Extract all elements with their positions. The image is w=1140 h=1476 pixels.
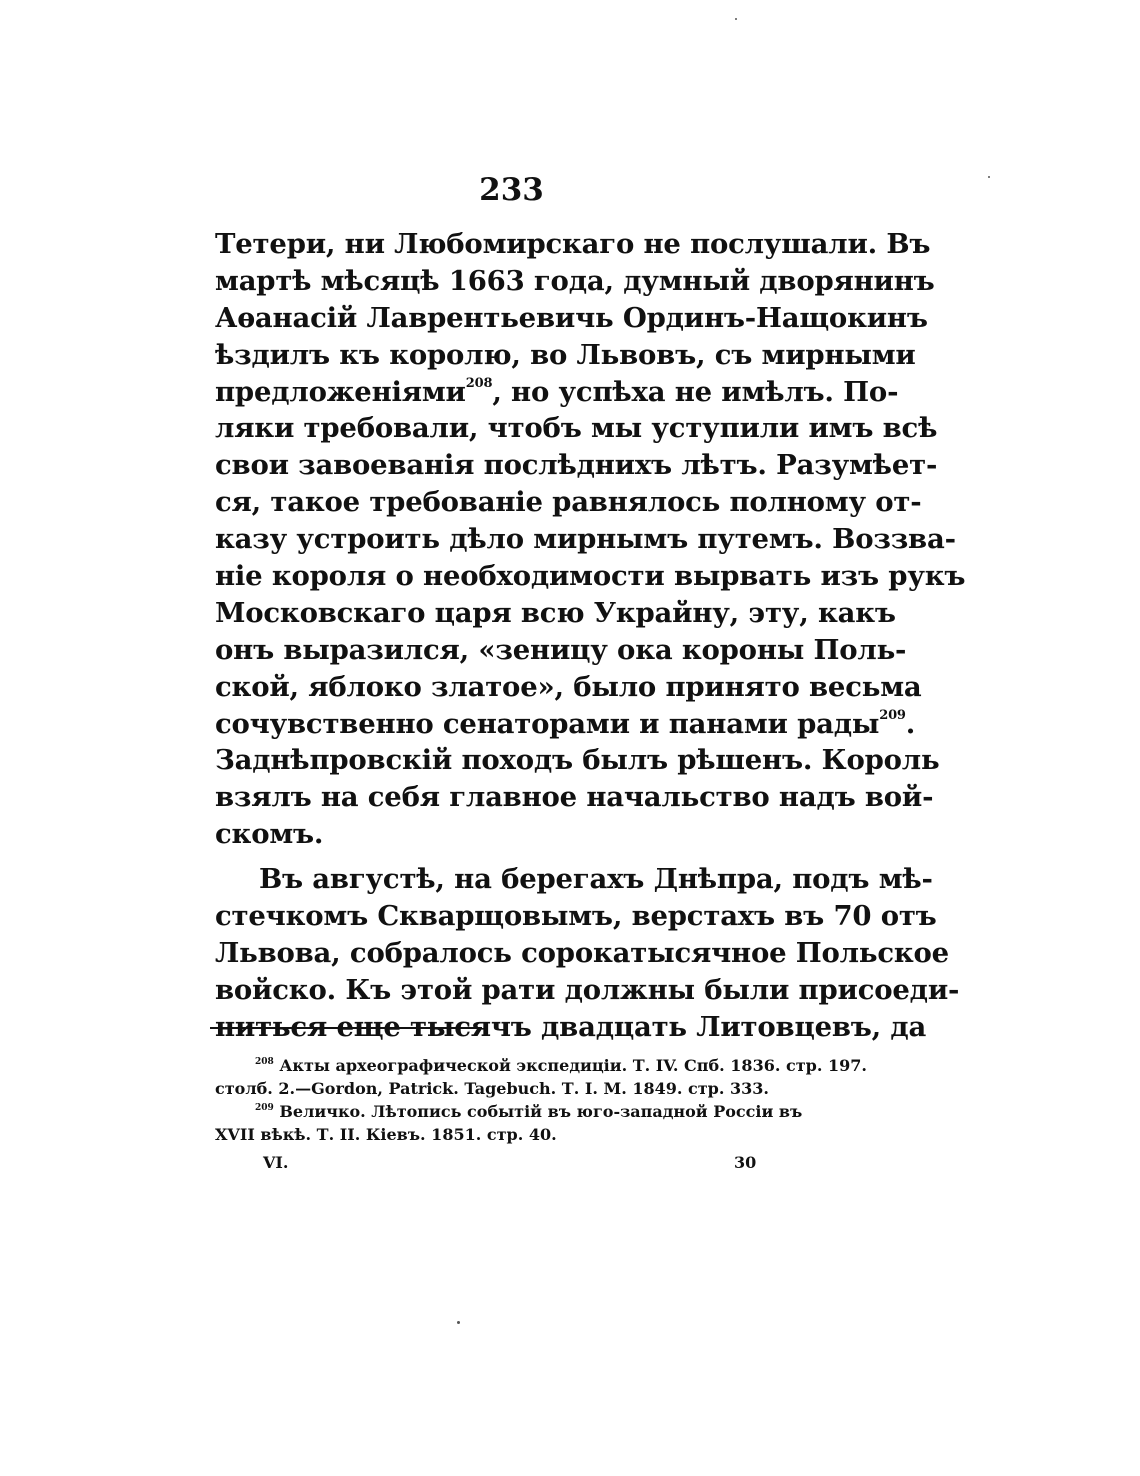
text-line: Тетери, ни Любомирскаго не послушали. Въ [215,228,931,260]
footnote-text: Акты археографической экспедиціи. Т. IV. Спб. 1836. стр. 197. [279,1056,867,1075]
text-fragment: . [905,707,916,740]
footnote-ref-209[interactable]: 209 [879,707,906,723]
text-fragment: предложеніями [215,375,466,408]
footnote-marker: 208 [255,1057,274,1067]
text-line: ся, такое требованіе равнялось полному от- [215,486,922,519]
text-line [215,374,899,411]
text-line: мартѣ мѣсяцѣ 1663 года, думный дворянинъ [215,264,935,297]
footnote-209-continued: XVII вѣкѣ. Т. II. Кіевъ. 1851. стр. 40. [215,1125,557,1144]
footnote-209 [215,1100,803,1123]
text-line: взялъ на себя главное начальство надъ вой- [215,781,934,814]
page-number: 233 [479,172,544,208]
main-text [215,226,966,1046]
sheet-number: 30 [734,1153,757,1172]
text-line: ниться еще тысячъ двадцать Литовцевъ, да [215,1010,927,1043]
text-line: свои завоеванія послѣднихъ лѣтъ. Разумѣет- [215,449,938,482]
text-line: ѣздилъ къ королю, во Львовъ, съ мирными [215,338,916,371]
text-fragment: , но успѣха не имѣлъ. По- [492,375,899,408]
scan-speck [735,18,737,20]
text-line: скомъ. [215,818,324,851]
text-fragment: сочувственно сенаторами и панами рады [215,707,880,740]
text-line: ляки требовали, чтобъ мы уступили имъ всѣ [215,412,938,445]
text-line: стечкомъ Скварщовымъ, верстахъ въ 70 отъ [215,900,937,933]
text-line: ской, яблоко златое», было принято весьма [215,670,922,703]
scan-speck [988,176,990,178]
footnote-rule [210,1027,482,1029]
footnote-ref-208[interactable]: 208 [465,375,493,391]
scan-speck [457,1321,460,1324]
text-line: казу устроить дѣло мирнымъ путемъ. Воззва- [215,523,956,556]
footnote-text: Величко. Лѣтопись событій въ юго-западной Россіи въ [279,1102,803,1121]
footnotes [215,1054,867,1146]
footnote-208-continued: столб. 2.—Gordon, Patrick. Tagebuch. Т. I. М. 1849. стр. 333. [215,1079,769,1098]
text-line: Московскаго царя всю Украйну, эту, какъ [215,596,896,629]
footnote-marker: 209 [255,1103,274,1113]
text-line: Заднѣпровскій походъ былъ рѣшенъ. Король [215,744,940,777]
text-line: ніе короля о необходимости вырвать изъ рукъ [215,560,966,593]
text-line: онъ выразился, «зеницу ока короны Поль- [215,633,907,666]
text-line: Львова, собралось сорокатысячное Польское [215,936,949,969]
footnote-208 [215,1054,867,1077]
text-line: Аѳанасій Лаврентьевичь Ординъ-Нащокинъ [215,301,928,334]
signature-mark: VI. [263,1153,289,1172]
paragraph-gap [215,853,799,861]
text-line: Въ августѣ, на берегахъ Днѣпра, подъ мѣ- [259,863,933,896]
text-line [215,706,916,743]
text-line: войско. Къ этой рати должны были присоеди- [215,973,960,1006]
